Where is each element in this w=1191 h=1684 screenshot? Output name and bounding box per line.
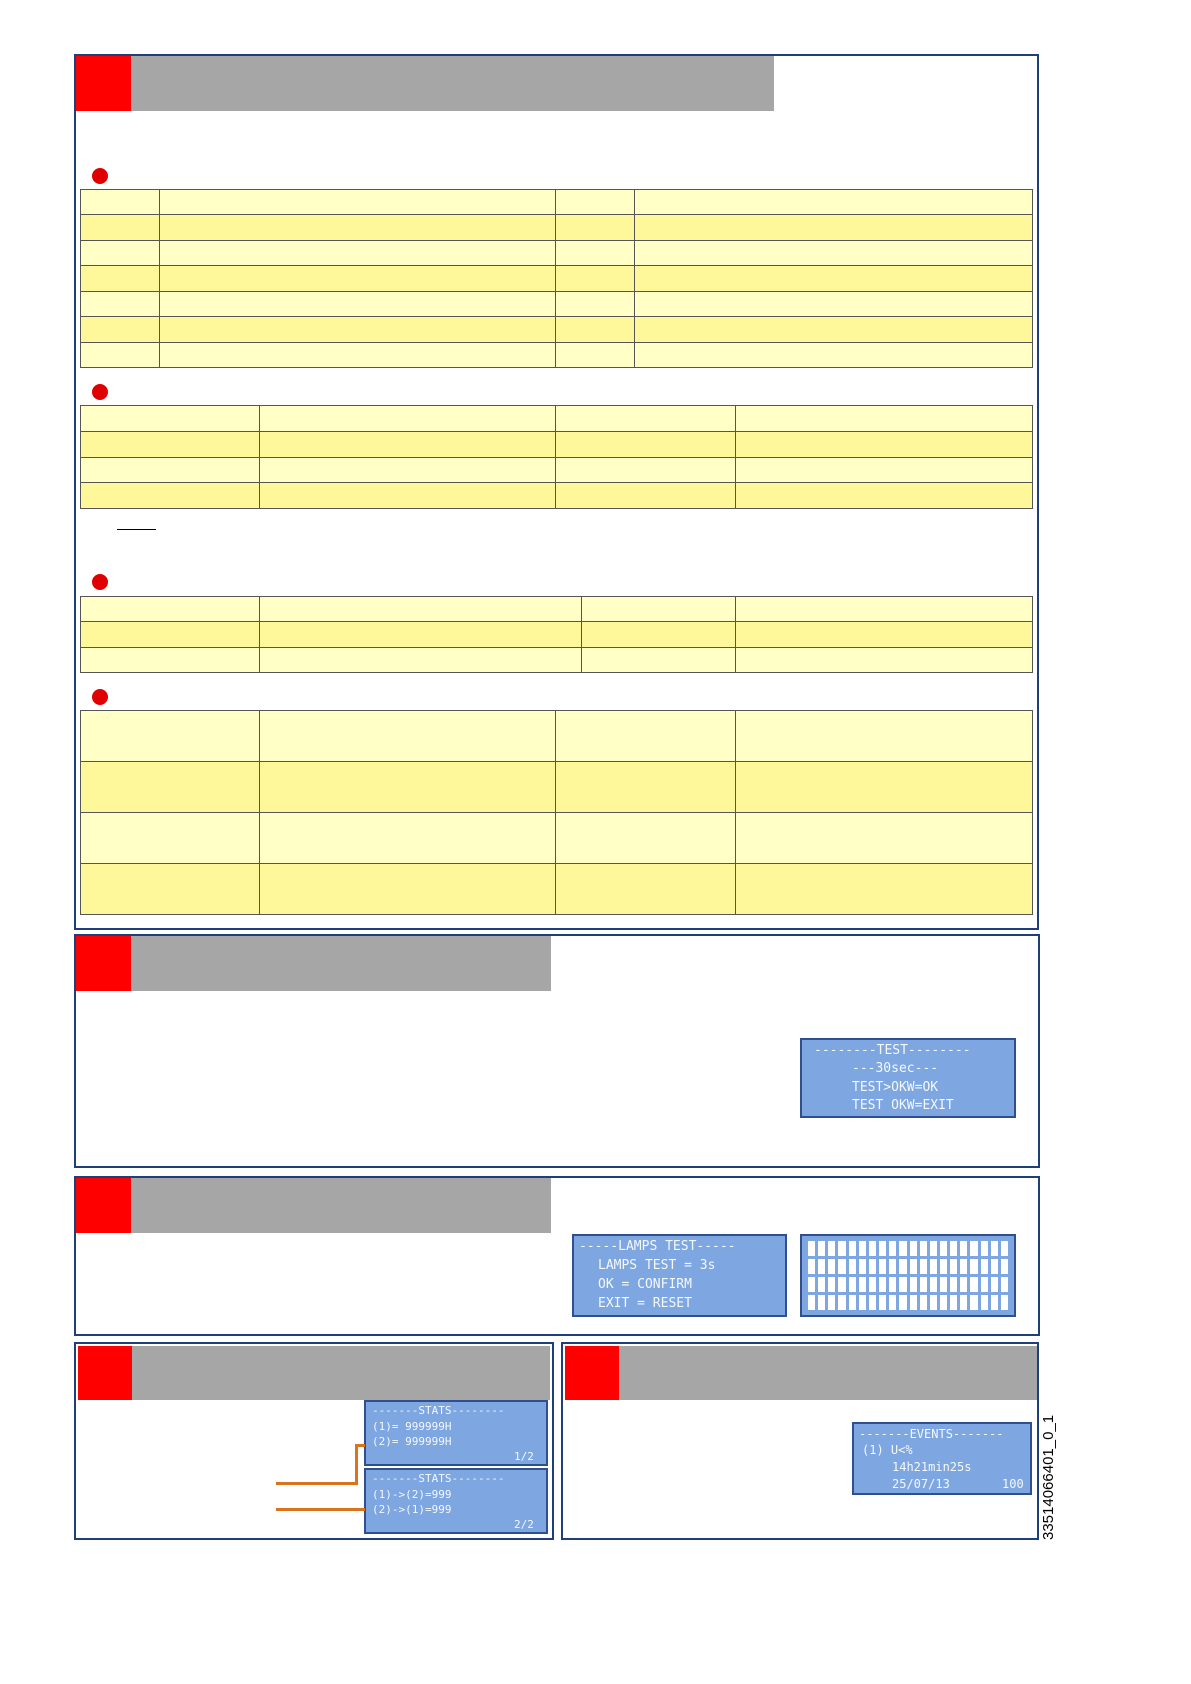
lcd-line: -------STATS-------- [372,1472,505,1485]
note-underline [117,529,156,530]
table-row [81,266,1033,291]
table-2 [80,405,1033,509]
table-row [81,597,1033,622]
bullet-dot-icon [92,384,108,400]
lcd-line: -----LAMPS TEST----- [579,1239,736,1254]
table-row [81,342,1033,367]
table-row [81,431,1033,457]
table-row [81,291,1033,316]
bullet-dot-icon [92,574,108,590]
section-header-bar-2 [131,936,551,991]
lamps-all-on-lcd-screen [800,1234,1016,1317]
lcd-line: -------EVENTS------- [859,1427,1004,1441]
lcd-line: 2/2 [514,1518,534,1531]
lcd-line: --------TEST-------- [814,1043,971,1058]
table-row [81,215,1033,240]
table-row [81,317,1033,342]
lcd-line: (1)= 999999H [372,1420,452,1433]
section-header-bar-5 [619,1346,1037,1400]
table-row [81,240,1033,265]
section-marker-4 [78,1346,132,1400]
table-1 [80,189,1033,368]
section-marker-1 [76,56,131,111]
lcd-line: (1)->(2)=999 [372,1488,452,1501]
lcd-line: 14h21min25s [892,1460,972,1474]
lcd-line: (2)->(1)=999 [372,1503,452,1516]
connector-line [276,1508,365,1511]
lcd-line: LAMPS TEST = 3s [598,1258,716,1273]
lcd-line: (1) U<% [862,1443,913,1457]
lcd-pixel-grid [808,1241,1008,1310]
stats-lcd-screen-1 [364,1400,548,1466]
lcd-line: 1/2 [514,1450,534,1463]
table-row [81,622,1033,647]
table-row [81,647,1033,672]
section-marker-5 [565,1346,619,1400]
table-row [81,813,1033,864]
lcd-line: (2)= 999999H [372,1435,452,1448]
table-4 [80,710,1033,915]
section-marker-3 [76,1178,131,1233]
lcd-line: 100 [1002,1477,1024,1491]
connector-line [355,1444,358,1485]
lcd-line: EXIT = RESET [598,1296,692,1311]
section-header-bar-4 [132,1346,550,1400]
lcd-line: TEST>OKW=OK [852,1080,939,1095]
table-row [81,762,1033,813]
lcd-line: 25/07/13 [892,1477,950,1491]
section-header-bar-3 [131,1178,551,1233]
document-id: 33514066401_0_1 [1040,1414,1057,1540]
table-row [81,406,1033,432]
bullet-dot-icon [92,168,108,184]
table-row [81,864,1033,915]
lamps-test-lcd-screen [572,1234,787,1317]
table-3 [80,596,1033,673]
lcd-line: -------STATS-------- [372,1404,505,1417]
table-row [81,483,1033,509]
connector-line [276,1482,358,1485]
section-marker-2 [76,936,131,991]
connector-line [355,1444,365,1447]
stats-lcd-screen-2 [364,1468,548,1534]
table-row [81,190,1033,215]
table-row [81,711,1033,762]
lcd-line: OK = CONFIRM [598,1277,692,1292]
lcd-line: TEST OKW=EXIT [852,1098,954,1113]
test-lcd-screen [800,1038,1016,1118]
section-header-bar-1 [131,56,774,111]
events-lcd-screen [852,1422,1032,1495]
table-row [81,457,1033,483]
bullet-dot-icon [92,689,108,705]
lcd-line: ---30sec--- [852,1061,939,1076]
